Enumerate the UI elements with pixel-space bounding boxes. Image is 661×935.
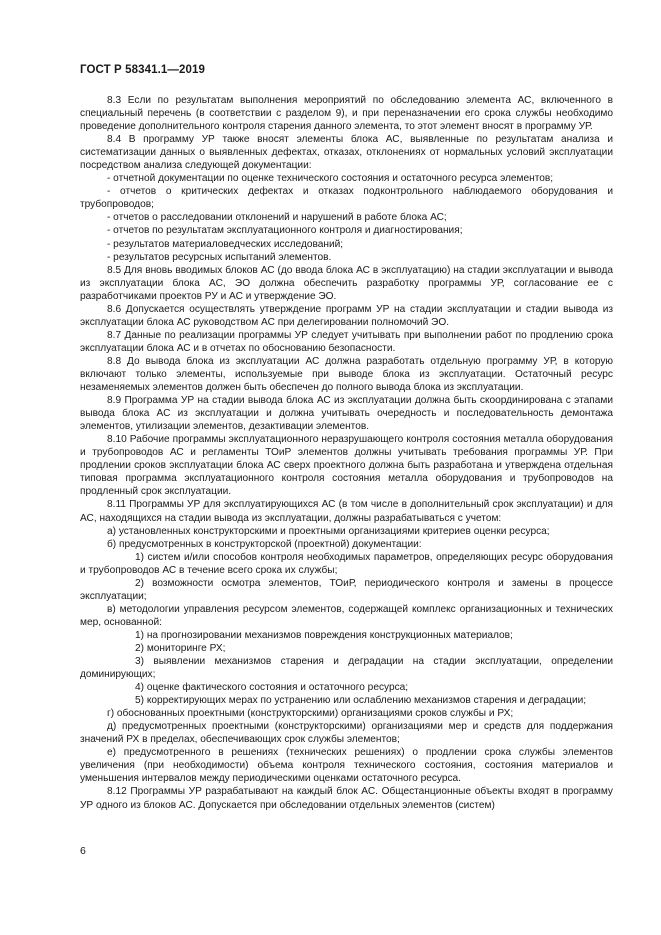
paragraph: - отчетов о критических дефектах и отказах подконтрольного наблюдаемого оборудования и трубопроводов;: [80, 186, 613, 211]
paragraph: 4) оценке фактического состояния и остаточного ресурса;: [135, 682, 409, 694]
paragraph: 8.8 До вывода блока из эксплуатации АС должна разработать отдельную программу УР, в которую включают только элементы, используемые при выводе блока из эксплуатации. Остаточный ресурс незаменяемых элементов должен быть обеспечен до полного вывода блока из эксплуатации.: [80, 355, 613, 394]
paragraph: 5) корректирующих мерах по устранению или ослаблению механизмов старения и деградации;: [135, 695, 587, 707]
paragraph: - отчетной документации по оценке технического состояния и остаточного ресурса элементов;: [107, 173, 554, 185]
paragraph: 8.4 В программу УР также вносят элементы блока АС, выявленные по результатам анализа и систематизации данных о выявленных дефектах, отказах, отклонениях от нормальных условий эксплуатации посредством анализа следующей документации:: [80, 134, 613, 172]
paragraph: - результатов ресурсных испытаний элементов.: [107, 251, 332, 263]
paragraph: 8.10 Рабочие программы эксплуатационного неразрушающего контроля состояния металла оборудования и трубопроводов АС и регламенты ТОиР элементов должны учитывать требования программы УР. При продлении сроков эксплуатации блока АС сверх проектного должна быть разработана и утверждена отдельная типовая программа эксплуатационного контроля состояния металла оборудования и трубопроводов на продленный срок эксплуатации.: [80, 434, 613, 498]
paragraph: 1) систем и/или способов контроля необходимых параметров, определяющих ресурс оборудования и трубопроводов АС в течение всего срока их службы;: [80, 551, 613, 576]
paragraph: г) обоснованных проектными (конструкторскими) организациями сроков службы и РХ;: [107, 708, 514, 720]
paragraph: 2) возможности осмотра элементов, ТОиР, периодического контроля и замены в процессе эксплуатации;: [80, 577, 613, 602]
paragraph: б) предусмотренных в конструкторской (проектной) документации:: [107, 538, 422, 550]
paragraph: - результатов материаловедческих исследований;: [107, 238, 344, 250]
paragraph: 8.7 Данные по реализации программы УР следует учитывать при выполнении работ по продлению срока эксплуатации блока АС и в отчетах по обоснованию безопасности.: [80, 329, 613, 354]
document-body: [80, 94, 613, 812]
paragraph: 1) на прогнозировании механизмов повреждения конструкционных материалов;: [135, 629, 513, 641]
paragraph: а) установленных конструкторскими и проектными организациями критериев оценки ресурса;: [107, 525, 550, 537]
paragraph: 2) мониторинге РХ;: [135, 642, 226, 654]
paragraph: д) предусмотренных проектными (конструкторскими) организациями мер и средств для поддержания значений РХ в пределах, обеспечивающих срок службы элементов;: [80, 721, 613, 746]
paragraph: - отчетов о расследовании отклонений и нарушений в работе блока АС;: [107, 212, 447, 224]
paragraph: - отчетов по результатам эксплуатационного контроля и диагностирования;: [107, 225, 463, 237]
page-number: 6: [80, 845, 86, 857]
paragraph: 8.12 Программы УР разрабатывают на каждый блок АС. Общестанционные объекты входят в программу УР одного из блоков АС. Допускается при обследовании отдельных элементов (систем): [80, 786, 613, 811]
paragraph: 8.9 Программа УР на стадии вывода блока АС из эксплуатации должна быть скоординирована с этапами вывода блока АС из эксплуатации и должна учитывать очередность и последовательность демонтажа элементов, утилизации элементов, дезактивации элементов.: [80, 395, 613, 433]
paragraph: е) предусмотренного в решениях (технических решениях) о продлении срока службы элементов увеличения (при необходимости) объема контроля технического состояния, состояния материалов и уменьшения интервалов между периодическими оценками остаточного ресурса.: [80, 747, 613, 785]
paragraph: в) методологии управления ресурсом элементов, содержащей комплекс организационных и технических мер, основанной:: [80, 603, 613, 628]
paragraph: 8.6 Допускается осуществлять утверждение программ УР на стадии эксплуатации и стадии вывода из эксплуатации блока АС руководством АС при делегировании полномочий ЭО.: [80, 303, 613, 328]
paragraph: 3) выявлении механизмов старения и деградации на стадии эксплуатации, определении доминирующих;: [80, 656, 613, 681]
paragraph: 8.5 Для вновь вводимых блоков АС (до ввода блока АС в эксплуатацию) на стадии эксплуатации и вывода из эксплуатации блока АС, ЭО должна обеспечить разработку программы УР, согласование ее с разработчиками проектов РУ и АС и утверждение ЭО.: [80, 264, 613, 302]
paragraph: 8.3 Если по результатам выполнения мероприятий по обследованию элемента АС, включенного в специальный перечень (в соответствии с разделом 9), и при переназначении его срока службы необходимо проведение дополнительного контроля старения данного элемента, то этот элемент вносят в программу УР.: [80, 95, 613, 133]
standard-header: ГОСТ Р 58341.1—2019: [80, 64, 205, 76]
paragraph: 8.11 Программы УР для эксплуатирующихся АС (в том числе в дополнительный срок эксплуатации) и для АС, находящихся на стадии вывода из эксплуатации, должны разрабатываться с учетом:: [80, 499, 613, 524]
